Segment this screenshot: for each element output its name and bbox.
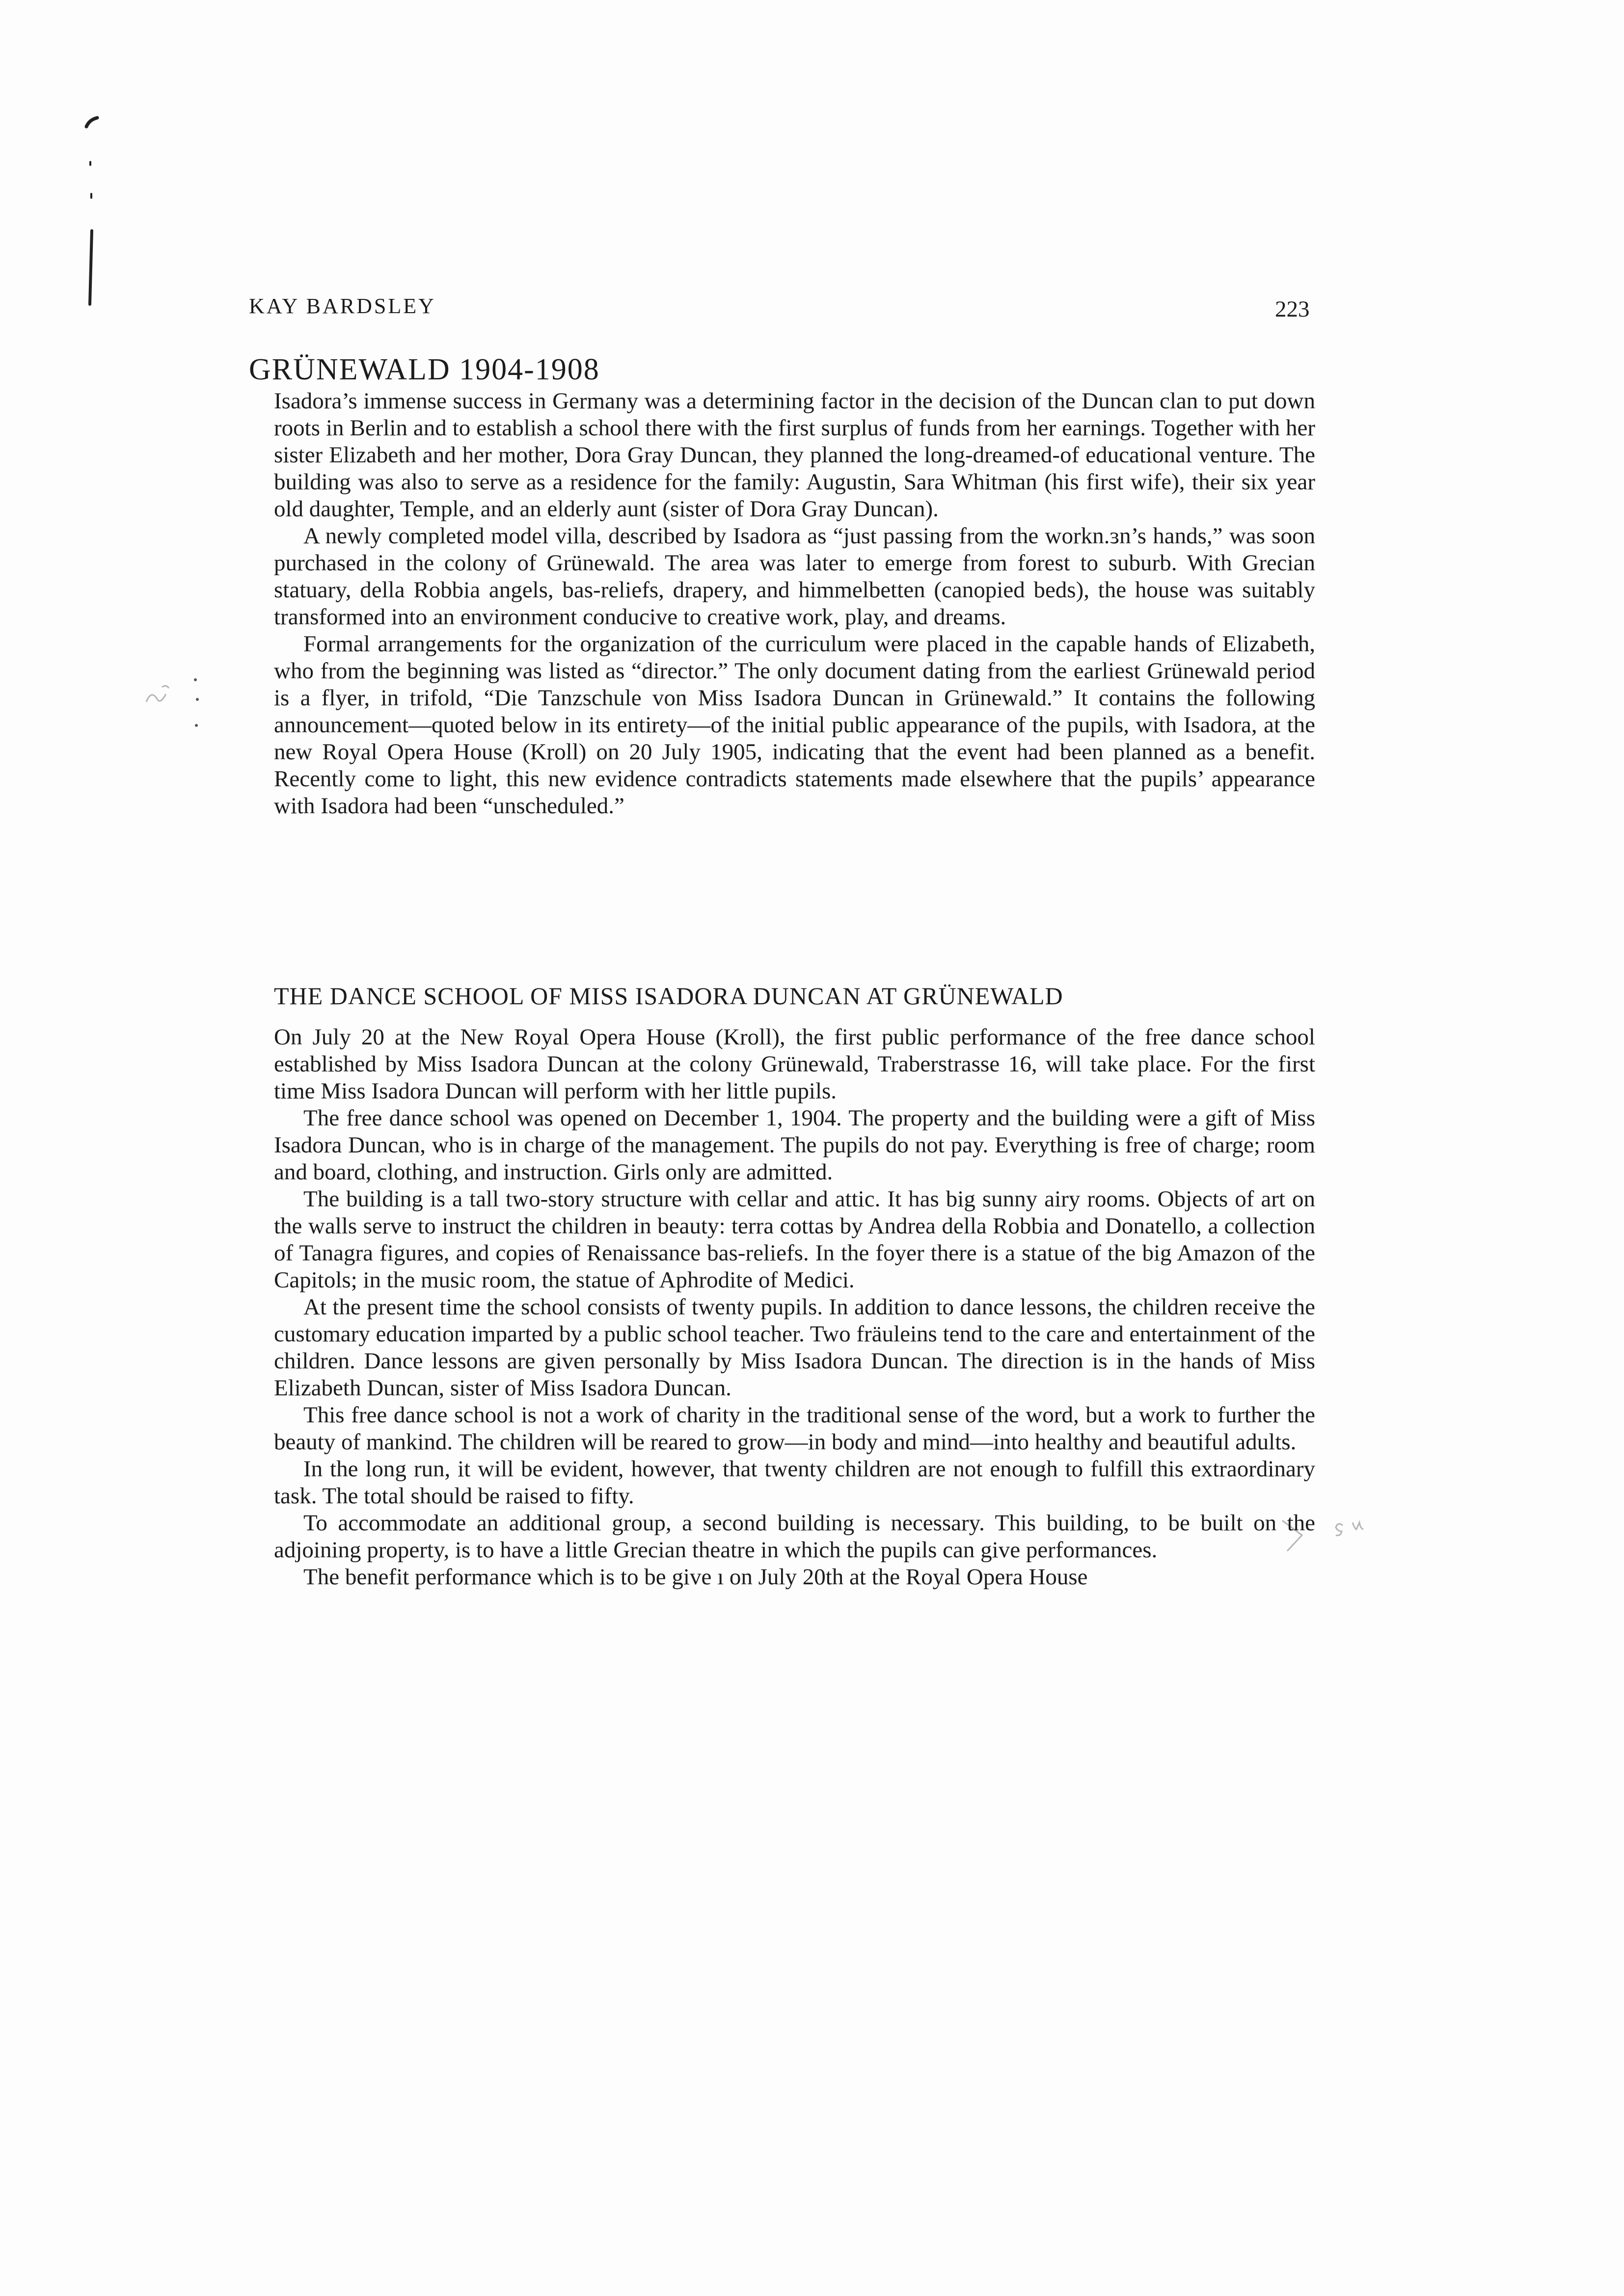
announcement-paragraph: At the present time the school consists of twenty pupils. In addition to dance lessons, the children receive the customary education imparted by a public school teacher. Two fräuleins tend to the care and entertainment of the children. Dance lessons are given personally by Miss Isadora Duncan. The direction is in the hands of Miss Elizabeth Duncan, sister of Miss Isadora Duncan. [274, 1294, 1315, 1401]
running-head-author: KAY BARDSLEY [249, 294, 436, 318]
announcement-paragraph: The free dance school was opened on December 1, 1904. The property and the building were a gift of Miss Isadora Duncan, who is in charge of the management. The pupils do not pay. Everything is free of charge; room and board, clothing, and instruction. Girls only are admitted. [274, 1105, 1315, 1185]
announcement-paragraph: The building is a tall two-story structure with cellar and attic. It has big sunny airy rooms. Objects of art on the walls serve to instruct the children in beauty: terra cottas by Andrea della Robbia and Donatello, a collection of Tanagra figures, and copies of Renaissance bas-reliefs. In the foyer there is a statue of the big Amazon of the Capitols; in the music room, the statue of Aphrodite of Medici. [274, 1186, 1315, 1293]
announcement-paragraph: In the long run, it will be evident, however, that twenty children are not enough to fulfill this extraordinary task. The total should be raised to fifty. [274, 1456, 1315, 1509]
section-body [274, 388, 1315, 820]
announcement-paragraph: This free dance school is not a work of charity in the traditional sense of the word, but a work to further the beauty of mankind. The children will be reared to grow—in body and mind—into healthy and beautiful adults. [274, 1402, 1315, 1455]
announcement-body [274, 1024, 1315, 1591]
page-number: 223 [1275, 296, 1310, 322]
announcement-paragraph: The benefit performance which is to be give ı on July 20th at the Royal Opera House [303, 1564, 1088, 1590]
section-title: GRÜNEWALD 1904-1908 [249, 353, 600, 386]
paragraph: A newly completed model villa, described by Isadora as “just passing from the workn.ɜn’s hands,” was soon purchased in the colony of Grünewald. The area was later to emerge from forest to suburb. With Grecian statuary, della Robbia angels, bas-reliefs, drapery, and himmelbetten (canopied beds), the house was suitably transformed into an environment conducive to creative work, play, and dreams. [274, 523, 1315, 630]
announcement-paragraph: On July 20 at the New Royal Opera House (Kroll), the first public performance of the free dance school established by Miss Isadora Duncan at the colony Grünewald, Traberstrasse 16, will take place. For the first time Miss Isadora Duncan will perform with her little pupils. [274, 1024, 1315, 1104]
announcement-paragraph: To accommodate an additional group, a second building is necessary. This building, to be built on the adjoining property, is to have a little Grecian theatre in which the pupils can give performances. [274, 1510, 1315, 1563]
paragraph: Formal arrangements for the organization of the curriculum were placed in the capable hands of Elizabeth, who from the beginning was listed as “director.” The only document dating from the earliest Grünewald period is a flyer, in trifold, “Die Tanzschule von Miss Isadora Duncan in Grünewald.” It contains the following announcement—quoted below in its entirety—of the initial public appearance of the pupils, with Isadora, at the new Royal Opera House (Kroll) on 20 July 1905, indicating that the event had been planned as a benefit. Recently come to light, this new evidence contradicts statements made elsewhere that the pupils’ appearance with Isadora had been “unscheduled.” [274, 631, 1315, 819]
paragraph: Isadora’s immense success in Germany was a determining factor in the decision of the Duncan clan to put down roots in Berlin and to establish a school there with the first surplus of funds from her earnings. Together with her sister Elizabeth and her mother, Dora Gray Duncan, they planned the long-dreamed-of educational venture. The building was also to serve as a residence for the family: Augustin, Sara Whitman (his first wife), their six year old daughter, Temple, and an elderly aunt (sister of Dora Gray Duncan). [274, 388, 1315, 522]
announcement-title: THE DANCE SCHOOL OF MISS ISADORA DUNCAN AT GRÜNEWALD [274, 982, 1063, 1010]
